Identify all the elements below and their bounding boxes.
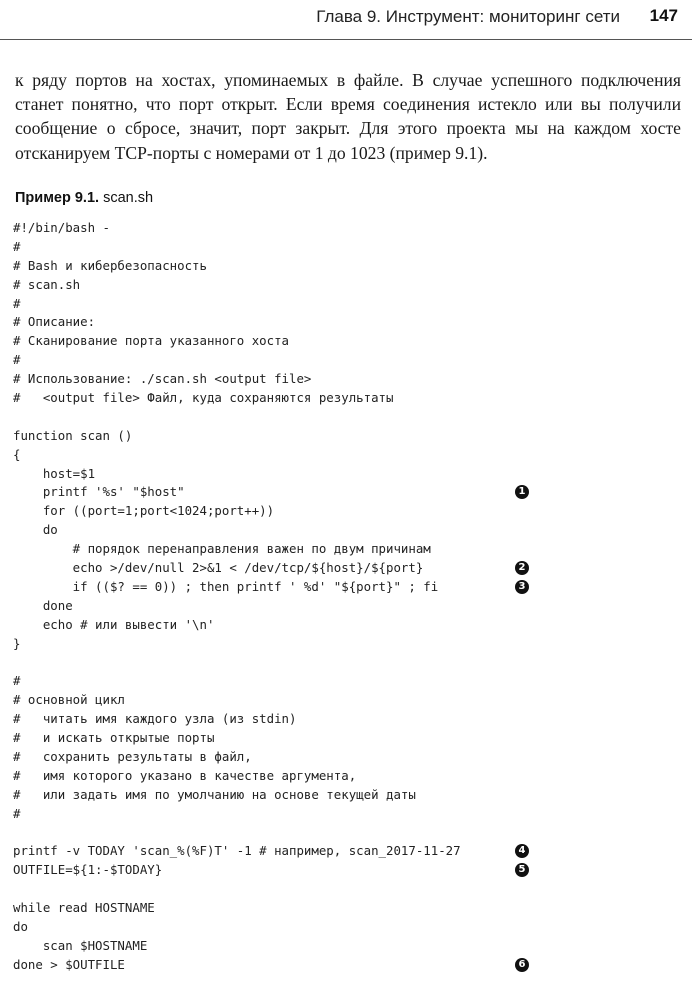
code-text: do bbox=[13, 522, 58, 538]
code-line bbox=[13, 842, 673, 861]
example-label: Пример 9.1. bbox=[15, 190, 100, 206]
code-line bbox=[13, 427, 673, 446]
intro-line: станет понятно, что порт открыт. Если время соединения истекло или вы получили bbox=[15, 94, 681, 115]
code-line bbox=[13, 351, 673, 370]
code-text: # Использование: ./scan.sh <output file> bbox=[13, 371, 312, 387]
code-line bbox=[13, 937, 673, 956]
code-text: # Bash и кибербезопасность bbox=[13, 257, 207, 273]
code-line bbox=[13, 389, 673, 408]
code-line bbox=[13, 597, 673, 616]
code-text: # <output file> Файл, куда сохраняются результаты bbox=[13, 390, 394, 406]
code-text: OUTFILE=${1:-$TODAY} bbox=[13, 862, 163, 878]
code-text: #!/bin/bash - bbox=[13, 220, 110, 235]
code-text: for ((port=1;port<1024;port++)) bbox=[13, 503, 275, 519]
code-text: # Описание: bbox=[13, 314, 96, 330]
code-line bbox=[13, 824, 673, 843]
code-line bbox=[13, 672, 673, 691]
code-line bbox=[13, 956, 673, 975]
code-line bbox=[13, 880, 673, 899]
code-text: # bbox=[13, 352, 21, 368]
code-line bbox=[13, 313, 673, 332]
code-line bbox=[13, 219, 673, 238]
code-text: # или задать имя по умолчанию на основе текущей даты bbox=[13, 786, 416, 802]
intro-paragraph bbox=[15, 68, 681, 165]
code-text: do bbox=[13, 918, 28, 934]
code-text: # bbox=[13, 238, 21, 254]
code-line bbox=[13, 635, 673, 654]
code-line bbox=[13, 446, 673, 465]
header-divider bbox=[0, 39, 692, 40]
code-text: printf '%s' "$host" bbox=[13, 484, 185, 500]
code-text: done bbox=[13, 597, 73, 613]
code-line bbox=[13, 653, 673, 672]
code-text: host=$1 bbox=[13, 465, 96, 481]
code-text: # bbox=[13, 673, 21, 689]
code-text: done > $OUTFILE bbox=[13, 956, 125, 972]
code-text: # bbox=[13, 295, 21, 311]
code-text: # Сканирование порта указанного хоста bbox=[13, 333, 290, 349]
code-text: # и искать открытые порты bbox=[13, 730, 215, 746]
code-line bbox=[13, 295, 673, 314]
code-line bbox=[13, 918, 673, 937]
code-text: if (($? == 0)) ; then printf ' %d' "${port}" ; fi bbox=[13, 578, 439, 594]
code-line bbox=[13, 691, 673, 710]
example-filename: scan.sh bbox=[103, 190, 154, 206]
code-line bbox=[13, 521, 673, 540]
intro-line: к ряду портов на хостах, упоминаемых в файле. В случае успешного подключения bbox=[15, 70, 681, 90]
callout-marker: 3 bbox=[515, 580, 529, 594]
code-line bbox=[13, 899, 673, 918]
page-header bbox=[0, 0, 692, 40]
code-line bbox=[13, 729, 673, 748]
code-line bbox=[13, 257, 673, 276]
code-text: # читать имя каждого узла (из stdin) bbox=[13, 711, 297, 727]
code-line bbox=[13, 502, 673, 521]
code-text: echo # или вывести '\n' bbox=[13, 616, 215, 632]
code-text: # порядок перенаправления важен по двум причинам bbox=[13, 541, 431, 557]
code-line bbox=[13, 578, 673, 597]
code-line bbox=[13, 483, 673, 502]
code-text: { bbox=[13, 446, 21, 462]
intro-line: сообщение о сбросе, значит, порт закрыт. Для этого проекта мы на каждом хосте bbox=[15, 118, 681, 139]
callout-marker: 2 bbox=[515, 561, 529, 575]
code-line bbox=[13, 370, 673, 389]
code-line bbox=[13, 748, 673, 767]
callout-marker: 4 bbox=[515, 844, 529, 858]
code-text: printf -v TODAY 'scan_%(%F)T' -1 # например, scan_2017-11-27 bbox=[13, 843, 461, 859]
code-line bbox=[13, 616, 673, 635]
code-line bbox=[13, 861, 673, 880]
code-line bbox=[13, 805, 673, 824]
chapter-title: Глава 9. Инструмент: мониторинг сети bbox=[316, 7, 620, 26]
code-text: echo >/dev/null 2>&1 < /dev/tcp/${host}/${port} bbox=[13, 560, 424, 576]
code-line bbox=[13, 276, 673, 295]
example-caption bbox=[15, 190, 153, 206]
code-text: function scan () bbox=[13, 427, 133, 443]
callout-marker: 6 bbox=[515, 958, 529, 972]
code-text: # сохранить результаты в файл, bbox=[13, 748, 252, 764]
intro-line: отсканируем TCP-порты с номерами от 1 до 1023 (пример 9.1). bbox=[15, 142, 488, 163]
page-number: 147 bbox=[649, 6, 678, 25]
code-line bbox=[13, 559, 673, 578]
code-text: # основной цикл bbox=[13, 692, 125, 708]
code-line bbox=[13, 238, 673, 257]
code-line bbox=[13, 767, 673, 786]
code-listing bbox=[13, 219, 673, 975]
code-text: # bbox=[13, 805, 21, 821]
code-line bbox=[13, 786, 673, 805]
callout-marker: 1 bbox=[515, 485, 529, 499]
callout-marker: 5 bbox=[515, 863, 529, 877]
code-line bbox=[13, 332, 673, 351]
code-text: } bbox=[13, 635, 21, 651]
code-line bbox=[13, 710, 673, 729]
code-text: scan $HOSTNAME bbox=[13, 937, 148, 953]
code-line bbox=[13, 408, 673, 427]
code-line bbox=[13, 540, 673, 559]
code-text: # имя которого указано в качестве аргумента, bbox=[13, 767, 357, 783]
code-text: while read HOSTNAME bbox=[13, 900, 155, 916]
code-line bbox=[13, 465, 673, 484]
code-text: # scan.sh bbox=[13, 276, 81, 292]
